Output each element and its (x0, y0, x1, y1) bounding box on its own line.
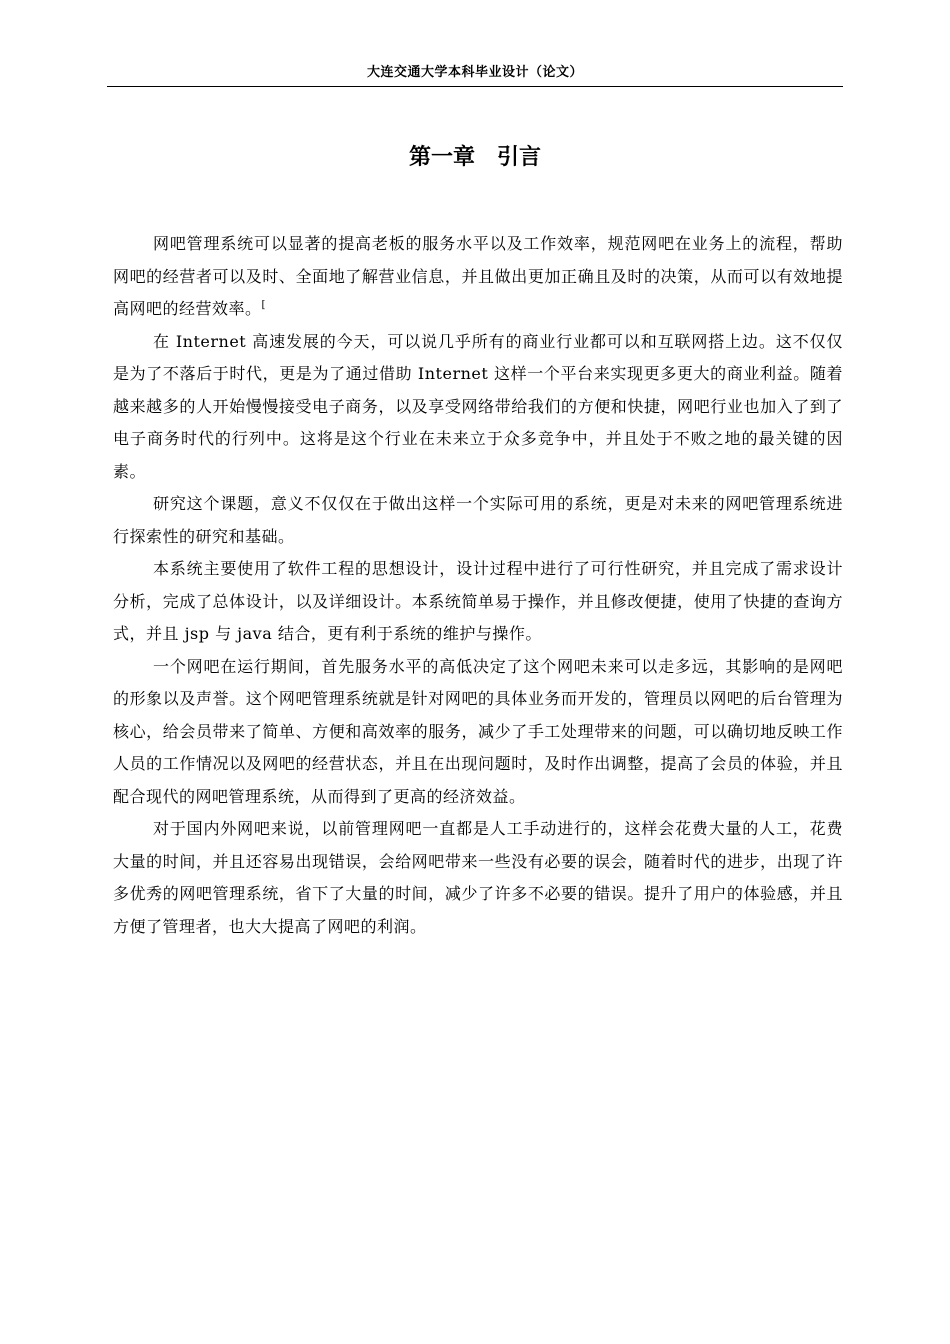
paragraph-1-text: 网吧管理系统可以显著的提高老板的服务水平以及工作效率，规范网吧在业务上的流程，帮助网吧的经营者可以及时、全面地了解营业信息，并且做出更加正确且及时的决策，从而可以有效地提高网吧的经营效率。 (113, 234, 843, 318)
paragraph-2: 在 Internet 高速发展的今天，可以说几乎所有的商业行业都可以和互联网搭上边。这不仅仅是为了不落后于时代，更是为了通过借助 Internet 这样一个平台来实现更多更大的商业利益。随着越来越多的人开始慢慢接受电子商务，以及享受网络带给我们的方便和快捷，网吧行业也加入了到了电子商务时代的行列中。这将是这个行业在未来立于众多竞争中，并且处于不败之地的最关键的因素。 (113, 331, 843, 481)
running-header: 大连交通大学本科毕业设计（论文） (366, 65, 583, 80)
paragraph-1 (113, 228, 843, 326)
chapter-title: 第一章 引言 (408, 145, 541, 170)
paragraph-6: 对于国内外网吧来说，以前管理网吧一直都是人工手动进行的，这样会花费大量的人工，花费大量的时间，并且还容易出现错误，会给网吧带来一些没有必要的误会，随着时代的进步，出现了许多优秀的网吧管理系统，省下了大量的时间，减少了许多不必要的错误。提升了用户的体验感，并且方便了管理者，也大大提高了网吧的利润。 (113, 819, 843, 936)
body-text (113, 228, 843, 943)
paragraph-3: 研究这个课题，意义不仅仅在于做出这样一个实际可用的系统，更是对未来的网吧管理系统进行探索性的研究和基础。 (113, 494, 843, 546)
paragraph-5: 一个网吧在运行期间，首先服务水平的高低决定了这个网吧未来可以走多远，其影响的是网吧的形象以及声誉。这个网吧管理系统就是针对网吧的具体业务而开发的，管理员以网吧的后台管理为核心，给会员带来了简单、方便和高效率的服务，减少了手工处理带来的问题，可以确切地反映工作人员的工作情况以及网吧的经营状态，并且在出现问题时，及时作出调整，提高了会员的体验，并且配合现代的网吧管理系统，从而得到了更高的经济效益。 (113, 656, 843, 806)
citation-mark: [ (261, 299, 266, 311)
header-rule (107, 86, 843, 87)
paragraph-4: 本系统主要使用了软件工程的思想设计，设计过程中进行了可行性研究，并且完成了需求设计分析，完成了总体设计，以及详细设计。本系统简单易于操作，并且修改便捷，使用了快捷的查询方式，并且 jsp 与 java 结合，更有利于系统的维护与操作。 (113, 559, 843, 643)
